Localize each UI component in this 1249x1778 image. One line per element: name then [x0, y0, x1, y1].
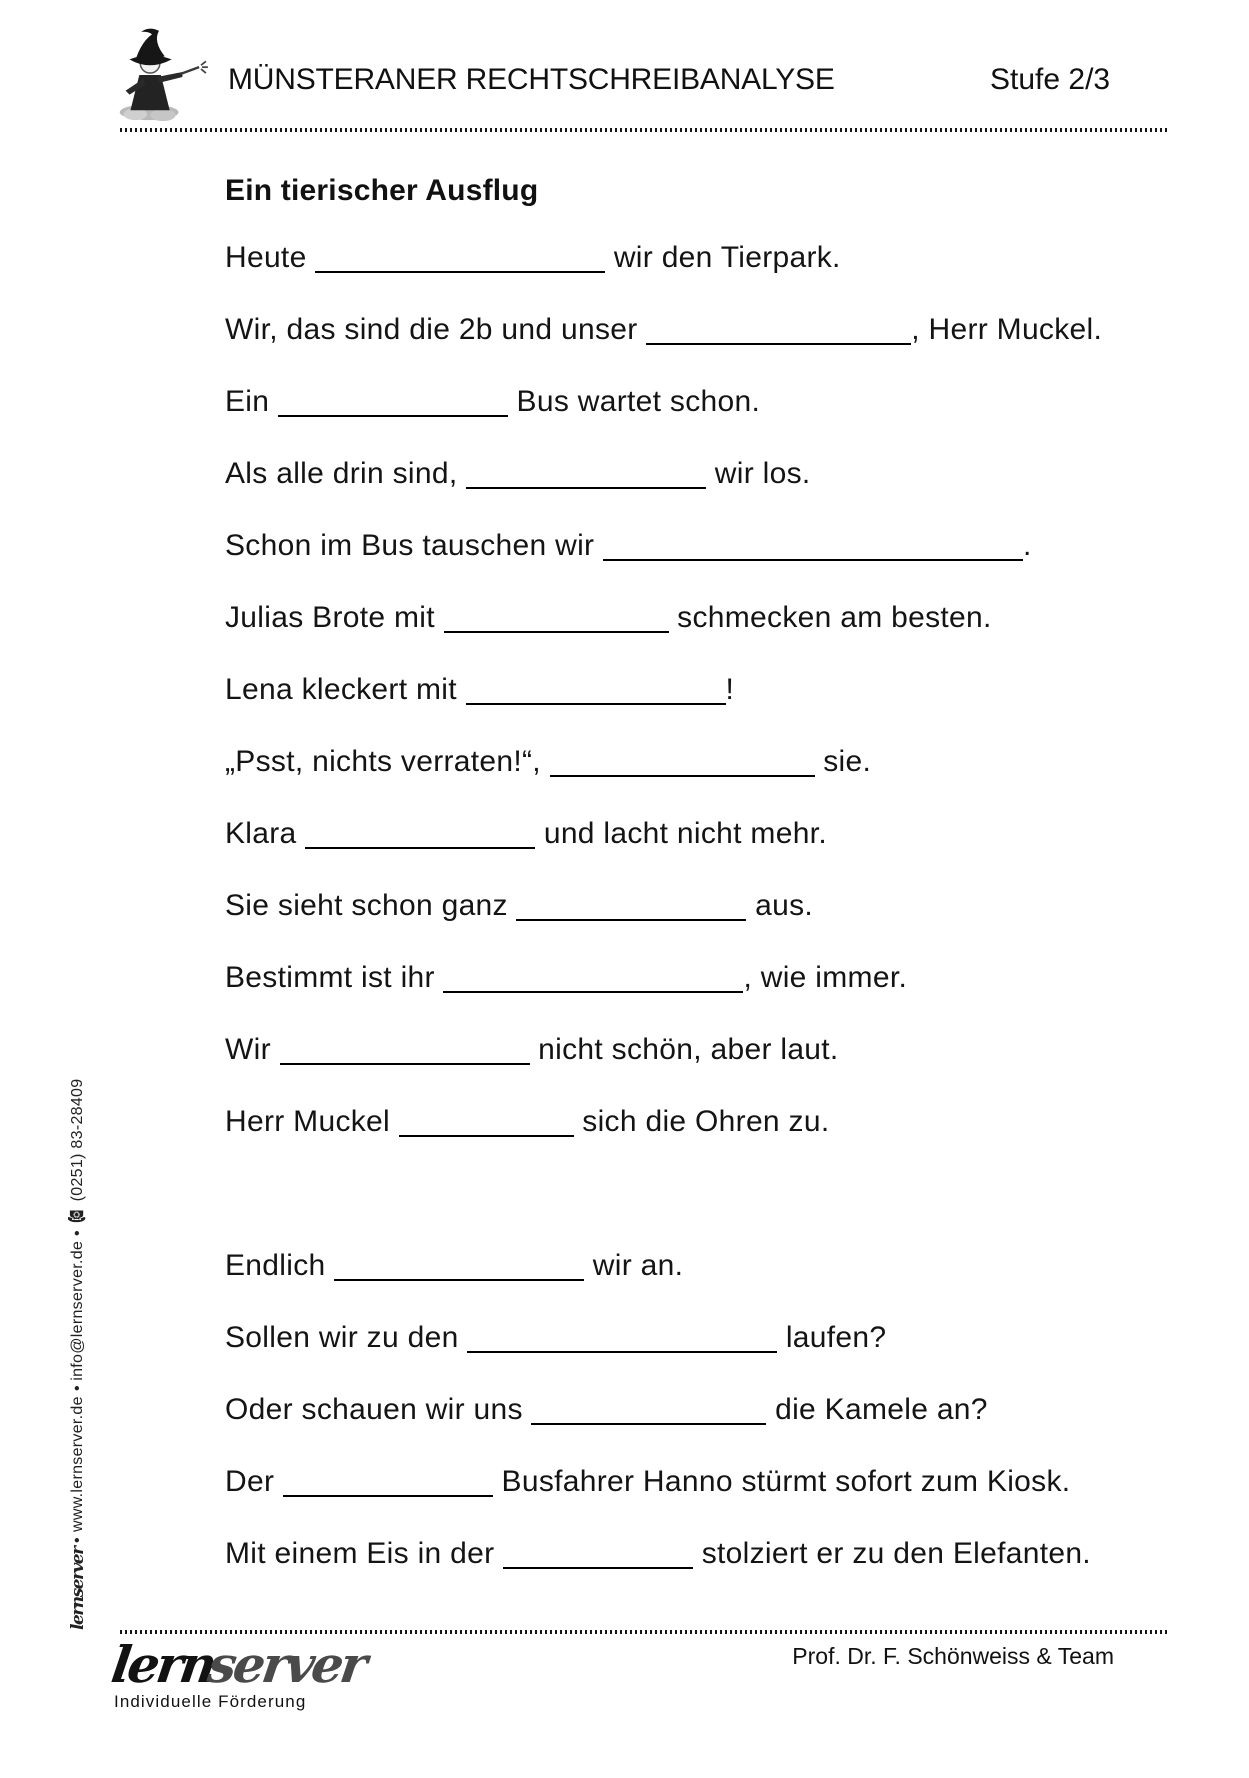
line-text-post: laufen?	[785, 1321, 887, 1354]
line-text-post: .	[1022, 529, 1032, 562]
line-text-pre: Der	[225, 1465, 275, 1498]
line-text-pre: Wir	[225, 1033, 271, 1066]
fill-in-blank	[550, 745, 815, 777]
line-text-pre: Klara	[225, 817, 297, 850]
author-credit: Prof. Dr. F. Schönweiss & Team	[792, 1643, 1114, 1669]
worksheet-line	[225, 887, 813, 925]
fill-in-blank	[466, 457, 706, 489]
sidebar-contact-info	[68, 1078, 88, 1630]
line-text-post: Busfahrer Hanno stürmt sofort zum Kiosk.	[501, 1465, 1071, 1498]
line-text-post: schmecken am besten.	[677, 601, 992, 634]
logo-text-server: server	[204, 1635, 369, 1694]
witch-icon	[100, 26, 208, 124]
fill-in-blank	[503, 1537, 693, 1569]
fill-in-blank	[444, 601, 669, 633]
worksheet-line	[225, 1535, 1091, 1573]
sidebar-email: info@lernserver.de	[69, 1240, 86, 1381]
line-text-pre: Als alle drin sind,	[225, 457, 458, 490]
fill-in-blank	[443, 961, 743, 993]
fill-in-blank	[531, 1393, 766, 1425]
worksheet-line	[225, 527, 1032, 565]
dotted-divider-top	[120, 128, 1167, 132]
fill-in-blank	[280, 1033, 530, 1065]
worksheet-line	[225, 1103, 829, 1141]
fill-in-blank	[305, 817, 535, 849]
line-text-post: nicht schön, aber laut.	[538, 1033, 839, 1066]
worksheet-line	[225, 455, 811, 493]
stufe-label: Stufe 2/3	[990, 63, 1111, 96]
line-text-pre: Sie sieht schon ganz	[225, 889, 508, 922]
line-text-post: aus.	[755, 889, 814, 922]
line-text-pre: Endlich	[225, 1249, 326, 1282]
line-text-post: , Herr Muckel.	[911, 313, 1103, 346]
line-text-post: , wie immer.	[743, 961, 908, 994]
fill-in-blank	[399, 1105, 574, 1137]
line-text-post: wir den Tierpark.	[613, 241, 841, 274]
fill-in-blank	[467, 1321, 777, 1353]
line-text-pre: Heute	[225, 241, 307, 274]
line-text-pre: „Psst, nichts verraten!“,	[225, 745, 541, 778]
fill-in-blank	[603, 529, 1023, 561]
worksheet-line	[225, 959, 907, 997]
worksheet-line	[225, 599, 992, 637]
fill-in-blank	[516, 889, 746, 921]
worksheet-line	[225, 815, 827, 853]
worksheet-line	[225, 1031, 839, 1069]
fill-in-blank	[466, 673, 726, 705]
worksheet-line	[225, 1463, 1070, 1501]
line-text-post: und lacht nicht mehr.	[543, 817, 827, 850]
worksheet-line	[225, 311, 1102, 349]
worksheet-line	[225, 1247, 683, 1285]
phone-icon: ☎	[69, 1206, 86, 1226]
line-text-pre: Bestimmt ist ihr	[225, 961, 435, 994]
line-text-post: die Kamele an?	[775, 1393, 988, 1426]
line-text-pre: Oder schauen wir uns	[225, 1393, 523, 1426]
line-text-post: Bus wartet schon.	[516, 385, 761, 418]
bullet-separator: •	[69, 1230, 86, 1237]
line-text-post: wir los.	[714, 457, 811, 490]
line-text-pre: Herr Muckel	[225, 1105, 390, 1138]
logo-text-lern: lern	[107, 1635, 218, 1694]
fill-in-blank	[334, 1249, 584, 1281]
lernserver-logo	[107, 1635, 369, 1694]
line-text-post: stolziert er zu den Elefanten.	[701, 1537, 1091, 1570]
sidebar-phone: (0251) 83-28409	[69, 1078, 86, 1202]
worksheet-line	[225, 239, 841, 277]
worksheet-title: Ein tierischer Ausflug	[225, 174, 539, 207]
line-text-pre: Lena kleckert mit	[225, 673, 457, 706]
line-text-pre: Sollen wir zu den	[225, 1321, 459, 1354]
worksheet-line	[225, 1319, 886, 1357]
dotted-divider-bottom	[120, 1630, 1167, 1634]
line-text-pre: Mit einem Eis in der	[225, 1537, 495, 1570]
fill-in-blank	[283, 1465, 493, 1497]
line-text-pre: Julias Brote mit	[225, 601, 435, 634]
worksheet-line	[225, 743, 871, 781]
fill-in-blank	[315, 241, 605, 273]
line-text-pre: Schon im Bus tauschen wir	[225, 529, 595, 562]
worksheet-line	[225, 383, 760, 421]
worksheet-line	[225, 1391, 988, 1429]
line-text-pre: Ein	[225, 385, 270, 418]
line-text-post: sie.	[823, 745, 872, 778]
sidebar-brand: lernserver	[68, 1547, 88, 1630]
worksheet-line	[225, 671, 734, 709]
line-text-post: wir an.	[592, 1249, 684, 1282]
line-text-pre: Wir, das sind die 2b und unser	[225, 313, 638, 346]
fill-in-blank	[278, 385, 508, 417]
document-title: MÜNSTERANER RECHTSCHREIBANALYSE	[228, 63, 835, 96]
bullet-separator: •	[69, 1385, 86, 1392]
logo-subtitle: Individuelle Förderung	[114, 1692, 307, 1711]
line-text-post: !	[725, 673, 735, 706]
bullet-separator: •	[69, 1536, 86, 1543]
line-text-post: sich die Ohren zu.	[582, 1105, 830, 1138]
fill-in-blank	[646, 313, 911, 345]
sidebar-website: www.lernserver.de	[69, 1396, 86, 1532]
